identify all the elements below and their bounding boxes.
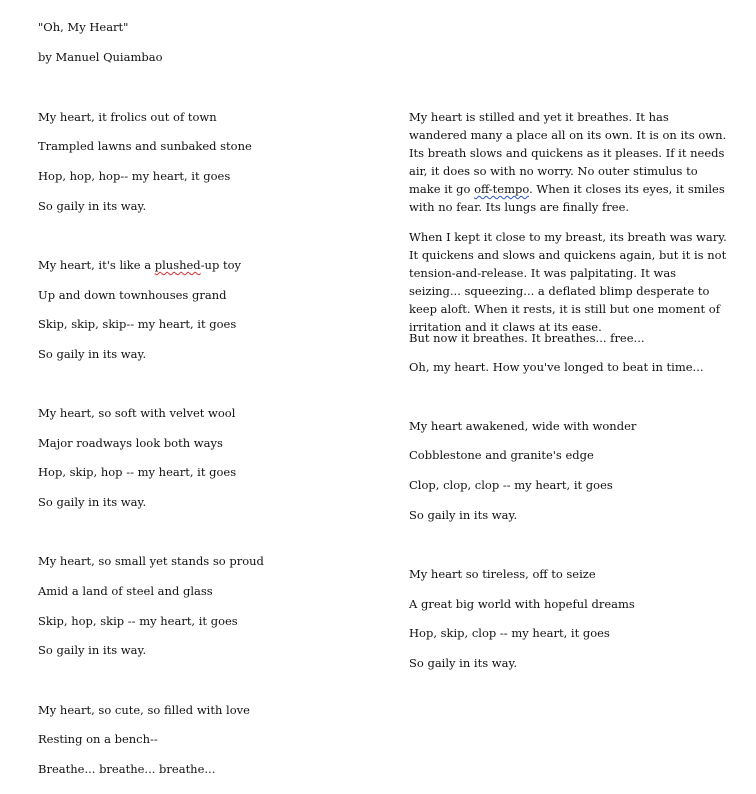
poem-line: My heart, so soft with velvet wool [38,406,236,420]
poem-line: Hop, hop, hop-- my heart, it goes [38,169,231,183]
poem-line: Clop, clop, clop -- my heart, it goes [409,478,613,492]
poem-line: My heart awakened, wide with wonder [409,419,637,433]
poem-line: So gaily in its way. [38,643,147,657]
poem-author: by Manuel Quiambao [38,50,163,64]
poem-line: A great big world with hopeful dreams [409,597,635,611]
prose-paragraph [409,108,729,216]
poem-line: Trampled lawns and sunbaked stone [38,139,252,153]
poem-line: My heart so tireless, off to seize [409,567,596,581]
poem-line: So gaily in its way. [409,656,518,670]
prose-text: . When it closes its eyes, it smiles with no fear. Its lungs are finally free. [409,182,725,214]
spelling-error-word[interactable]: plushed [154,258,201,272]
poem-line: Hop, skip, hop -- my heart, it goes [38,465,237,479]
poem-line: Major roadways look both ways [38,436,223,450]
poem-line: Breathe... breathe... breathe... [38,762,216,776]
poem-line: So gaily in its way. [38,199,147,213]
poem-line [38,257,241,273]
poem-line: My heart, so cute, so filled with love [38,703,250,717]
poem-line: Amid a land of steel and glass [38,584,213,598]
prose-paragraph: Oh, my heart. How you've longed to beat in time... [409,360,704,374]
poem-line-text: -up toy [200,258,242,272]
poem-line: Skip, hop, skip -- my heart, it goes [38,614,238,628]
poem-line-text: My heart, it's like a [38,258,155,272]
poem-line: Skip, skip, skip-- my heart, it goes [38,317,237,331]
poem-line: Resting on a bench-- [38,732,158,746]
poem-line: Cobblestone and granite's edge [409,448,594,462]
poem-line: So gaily in its way. [409,508,518,522]
prose-text: My heart is stilled and yet it breathes. It has wandered many a place all on its own. It is on its own. Its breath slows and quickens as it pleases. If it needs air, it does so with no worry. No outer stimulus to make it go [409,110,727,196]
prose-paragraph: When I kept it close to my breast, its breath was wary. It quickens and slows and quickens again, but it is not tension-and-release. It was palpitating. It was seizing... squeezing... a deflated blimp desperate to keep aloft. When it rests, it is still but one moment of irritation and it claws at its ease. [409,230,727,334]
poem-line: My heart, so small yet stands so proud [38,554,264,568]
prose-paragraph: But now it breathes. It breathes... free... [409,331,645,345]
poem-line: My heart, it frolics out of town [38,110,217,124]
grammar-flagged-word[interactable]: off-tempo [474,182,530,196]
poem-line: Up and down townhouses grand [38,288,227,302]
poem-line: So gaily in its way. [38,347,147,361]
poem-line: So gaily in its way. [38,495,147,509]
poem-line: Hop, skip, clop -- my heart, it goes [409,626,610,640]
poem-title: "Oh, My Heart" [38,20,129,34]
